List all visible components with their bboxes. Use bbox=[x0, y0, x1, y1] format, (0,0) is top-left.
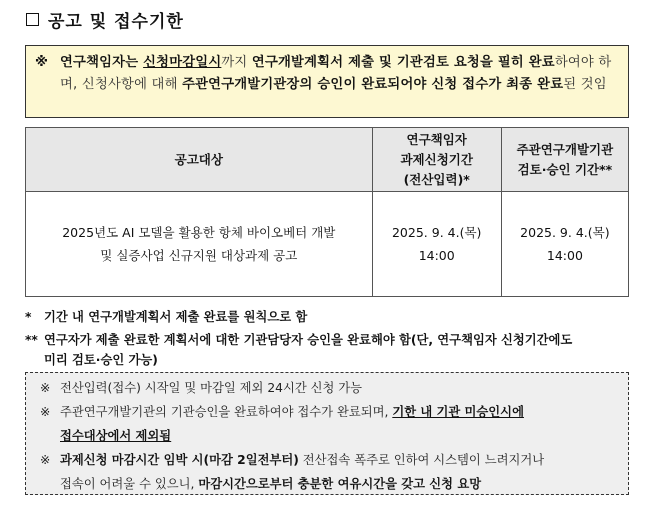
notice-seg1: 연구책임자는 bbox=[60, 55, 144, 70]
guide-item-2: ※ 주관연구개발기관의 기관승인을 완료하여야 접수가 완료되며, 기한 내 기관 미승인시에 접수대상에서 제외됨 bbox=[34, 400, 620, 448]
notice-seg2: 신청마감일시 bbox=[143, 55, 222, 70]
header-apply-period: 연구책임자 과제신청기간 (전산입력)* bbox=[372, 128, 501, 192]
cell-review-deadline: 2025. 9. 4.(목) 14:00 bbox=[501, 192, 628, 297]
cell-apply-deadline: 2025. 9. 4.(목) 14:00 bbox=[372, 192, 501, 297]
notice-seg5: 하여야 하며, 신청사항에 대해 bbox=[60, 55, 612, 92]
footnote-1: * 기간 내 연구개발계획서 제출 완료를 원칙으로 함 bbox=[25, 310, 308, 324]
guide-item-3: ※ 과제신청 마감시간 임박 시(마감 2일전부터) 전산접속 폭주로 인하여 시스템이 느려지거나 접속이 어려울 수 있으니, 마감시간으로부터 충분한 여유시간을 갖고 신청 요망 bbox=[34, 448, 620, 496]
header-review-period: 주관연구개발기관 검토·승인 기간** bbox=[501, 128, 628, 192]
notice-seg3: 까지 bbox=[221, 55, 252, 70]
table-row bbox=[26, 192, 629, 297]
header-target: 공고대상 bbox=[26, 128, 373, 192]
checkbox-square-icon bbox=[26, 13, 39, 26]
reference-mark-icon: ※ bbox=[40, 381, 51, 395]
section-heading bbox=[26, 6, 184, 32]
notice-seg4: 연구개발계획서 제출 및 기관검토 요청을 필히 완료 bbox=[251, 55, 555, 70]
notice-seg7: 된 것임 bbox=[563, 77, 607, 92]
reference-mark-icon: ※ bbox=[35, 55, 49, 70]
notice-box bbox=[25, 45, 629, 118]
footnote-2: ** 연구자가 제출 완료한 계획서에 대한 기관담당자 승인을 완료해야 함(단, 연구책임자 신청기간에도 미리 검토·승인 가능) bbox=[25, 333, 573, 367]
cell-target: 2025년도 AI 모델을 활용한 항체 바이오베터 개발 및 실증사업 신규지원 대상과제 공고 bbox=[26, 192, 373, 297]
section-heading-label: 공고 및 접수기한 bbox=[48, 11, 184, 32]
notice-seg6: 주관연구개발기관장의 승인이 완료되어야 신청 접수가 최종 완료 bbox=[182, 77, 564, 92]
reference-mark-icon: ※ bbox=[40, 405, 51, 419]
reference-mark-icon: ※ bbox=[40, 453, 51, 467]
guide-box bbox=[25, 372, 629, 495]
guide-item-1: ※ 전산입력(접수) 시작일 및 마감일 제외 24시간 신청 가능 bbox=[34, 376, 620, 400]
schedule-table bbox=[25, 127, 629, 297]
